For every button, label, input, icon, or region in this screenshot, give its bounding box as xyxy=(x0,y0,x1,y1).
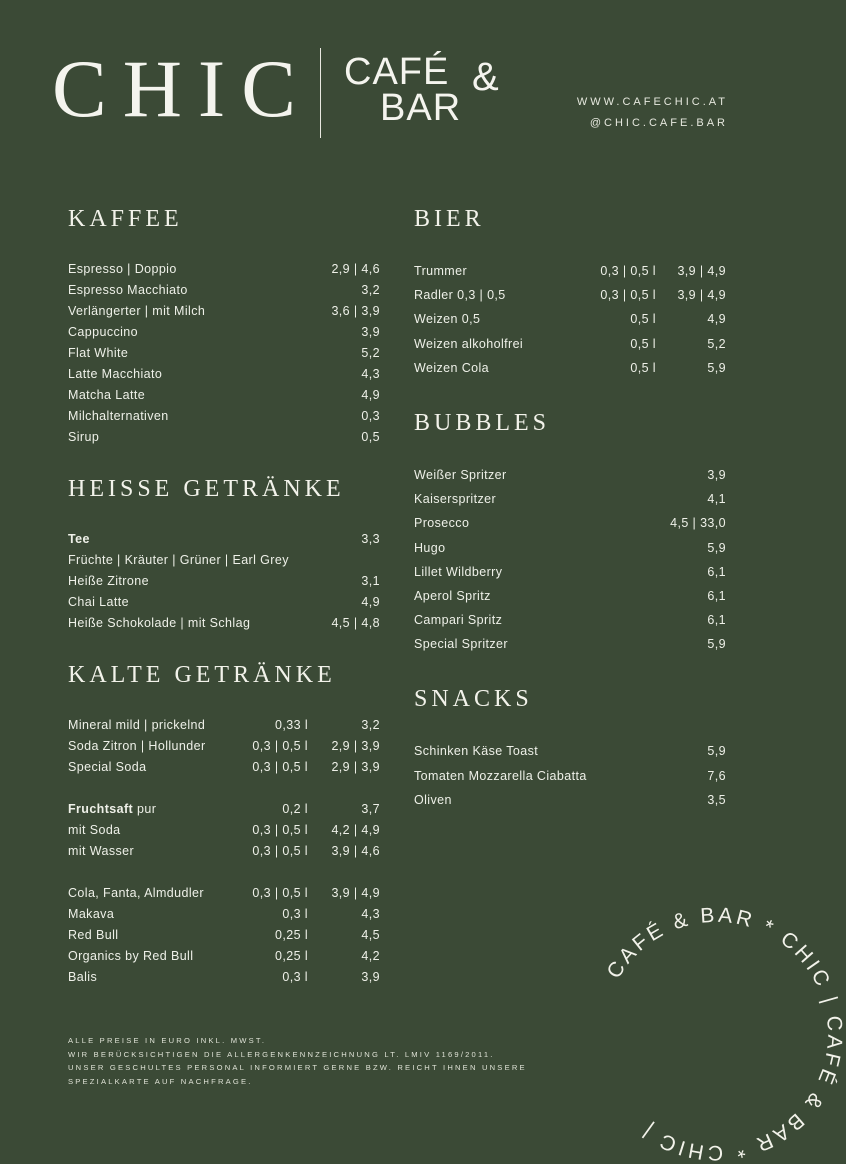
menu-item: Latte Macchiato 4,3 xyxy=(68,367,380,381)
footer-line: SPEZIALKARTE AUF NACHFRAGE. xyxy=(68,1076,253,1086)
menu-item: mit Soda 0,3 | 0,5 l 4,2 | 4,9 xyxy=(68,823,380,837)
logo-ampersand: & xyxy=(472,55,500,99)
menu-item: Kaiserspritzer 4,1 xyxy=(414,492,726,507)
menu-item: Heiße Schokolade | mit Schlag 4,5 | 4,8 xyxy=(68,616,380,630)
menu-item: Espresso | Doppio 2,9 | 4,6 xyxy=(68,262,380,276)
footer-line: ALLE PREISE IN EURO INKL. MWST. xyxy=(68,1036,267,1045)
footer-line: WIR BERÜCKSICHTIGEN DIE ALLERGENKENNZEICHNUNG LT. LMIV 1169/2011. xyxy=(68,1049,495,1059)
circular-stamp-logo xyxy=(586,904,846,1164)
website-link[interactable]: WWW.CAFECHIC.AT xyxy=(576,96,728,108)
menu-item: Mineral mild | prickelnd 0,33 l 3,2 xyxy=(68,718,380,732)
brand-logo: CHIC xyxy=(52,43,312,134)
footer-notes xyxy=(68,1034,527,1088)
section-title: HEISSE GETRÄNKE xyxy=(68,476,345,502)
menu-item: Schinken Käse Toast 5,9 xyxy=(414,744,726,759)
menu-item: Heiße Zitrone 3,1 xyxy=(68,574,380,588)
menu-item: Espresso Macchiato 3,2 xyxy=(68,283,380,297)
section-title: SNACKS xyxy=(414,686,533,713)
menu-item: Cappuccino 3,9 xyxy=(68,325,380,339)
menu-item: Weizen 0,5 0,5 l 4,9 xyxy=(414,312,726,327)
menu-item: Soda Zitron | Hollunder 0,3 | 0,5 l 2,9 | 3,9 xyxy=(68,739,380,753)
menu-item: Organics by Red Bull 0,25 l 4,2 xyxy=(68,949,380,963)
menu-item: Radler 0,3 | 0,5 0,3 | 0,5 l 3,9 | 4,9 xyxy=(414,288,726,303)
section-heisse-getraenke xyxy=(68,476,380,634)
section-title: BIER xyxy=(414,206,485,232)
menu-item: Weizen Cola 0,5 l 5,9 xyxy=(414,360,726,375)
menu-item: Prosecco 4,5 | 33,0 xyxy=(414,516,726,531)
menu-item: Flat White 5,2 xyxy=(68,346,380,360)
menu-item: mit Wasser 0,3 | 0,5 l 3,9 | 4,6 xyxy=(68,844,380,858)
menu-item: Hugo 5,9 xyxy=(414,540,726,555)
menu-item: Milchalternativen 0,3 xyxy=(68,409,380,423)
section-bubbles xyxy=(414,410,726,657)
menu-item: Weißer Spritzer 3,9 xyxy=(414,467,726,482)
section-bier xyxy=(414,206,726,380)
menu-item: Oliven 3,5 xyxy=(414,792,726,807)
instagram-handle[interactable]: @CHIC.CAFE.BAR xyxy=(589,117,728,129)
section-title: KAFFEE xyxy=(68,206,183,232)
menu-item: Balis 0,3 l 3,9 xyxy=(68,970,380,984)
section-kaffee xyxy=(68,206,380,448)
menu-item: Verlängerter | mit Milch 3,6 | 3,9 xyxy=(68,304,380,318)
menu-item: Weizen alkoholfrei 0,5 l 5,2 xyxy=(414,336,726,351)
logo-bar-text: BAR xyxy=(380,87,462,130)
left-column xyxy=(68,206,380,1016)
contact-info xyxy=(577,92,728,134)
menu-item: Trummer 0,3 | 0,5 l 3,9 | 4,9 xyxy=(414,264,726,278)
section-title: BUBBLES xyxy=(414,409,551,436)
footer-line: UNSER GESCHULTES PERSONAL INFORMIERT GERNE BZW. REICHT IHNEN UNSERE xyxy=(68,1063,527,1072)
menu-item: Fruchtsaft pur 0,2 l 3,7 xyxy=(68,802,380,816)
menu-item: Sirup 0,5 xyxy=(68,430,380,444)
menu-item: Tee 3,3 xyxy=(68,532,380,546)
menu-item: Lillet Wildberry 6,1 xyxy=(414,564,726,579)
stamp-text: CAFÉ & BAR * CHIC | CAFÉ & BAR * CHIC | xyxy=(602,904,846,1164)
menu-item: Früchte | Kräuter | Grüner | Earl Grey xyxy=(68,553,289,567)
menu-item: Campari Spritz 6,1 xyxy=(414,613,726,628)
menu-item: Special Spritzer 5,9 xyxy=(414,637,726,652)
menu-item: Aperol Spritz 6,1 xyxy=(414,588,726,603)
section-title: KALTE GETRÄNKE xyxy=(68,662,336,688)
section-snacks xyxy=(414,686,726,812)
menu-item: Special Soda 0,3 | 0,5 l 2,9 | 3,9 xyxy=(68,760,380,774)
logo-divider xyxy=(320,48,321,138)
logo-cafe-text: CAFÉ xyxy=(344,51,450,93)
section-kalte-getraenke xyxy=(68,662,380,988)
menu-item: Matcha Latte 4,9 xyxy=(68,388,380,402)
menu-item: Tomaten Mozzarella Ciabatta 7,6 xyxy=(414,768,726,783)
cafe-bar-logo xyxy=(344,51,500,130)
menu-item: Red Bull 0,25 l 4,5 xyxy=(68,928,380,942)
menu-item: Chai Latte 4,9 xyxy=(68,595,380,609)
menu-item: Makava 0,3 l 4,3 xyxy=(68,907,380,921)
menu-item: Cola, Fanta, Almdudler 0,3 | 0,5 l 3,9 | 4,9 xyxy=(68,886,380,900)
svg-text:CAFÉ & BAR * CHIC | CAFÉ & BAR xyxy=(603,904,846,1164)
right-column xyxy=(414,206,726,842)
